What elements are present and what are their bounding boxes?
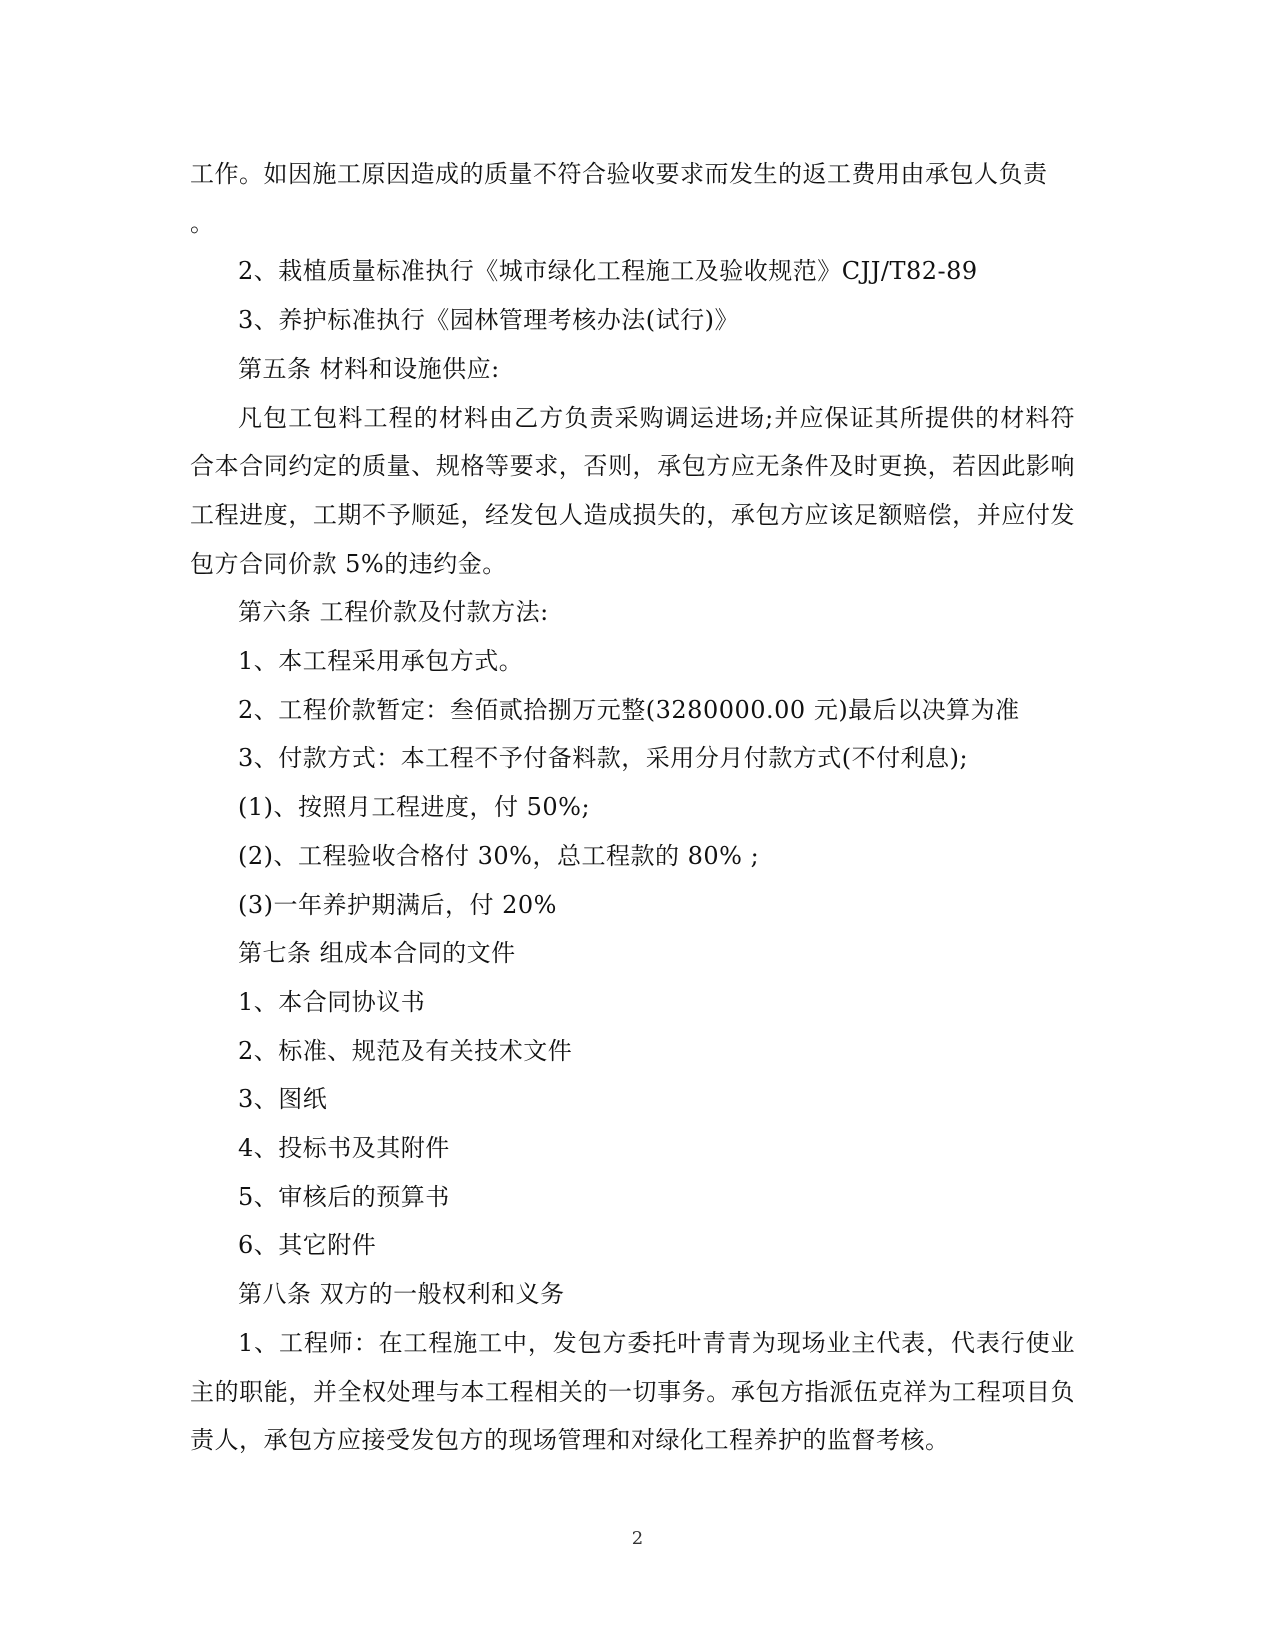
paragraph: 2、标准、规范及有关技术文件 bbox=[238, 1036, 573, 1065]
page-number: 2 bbox=[631, 1528, 644, 1549]
paragraph: 第六条 工程价款及付款方法: bbox=[238, 598, 549, 627]
document-body bbox=[190, 150, 1075, 1465]
paragraph: 。 bbox=[190, 208, 215, 237]
paragraph: 第五条 材料和设施供应: bbox=[238, 354, 500, 383]
paragraph: (3)一年养护期满后，付 20% bbox=[238, 890, 557, 919]
paragraph: 2、工程价款暂定：叁佰贰拾捌万元整(3280000.00 元)最后以决算为准 bbox=[238, 695, 1020, 724]
paragraph: 3、图纸 bbox=[238, 1085, 328, 1114]
paragraph: 凡包工包料工程的材料由乙方负责采购调运进场;并应保证其所提供的材料符合本合同约定的质量、规格等要求，否则，承包方应无条件及时更换，若因此影响工程进度，工期不予顺延，经发包人造成损失的，承包方应该足额赔偿，并应付发包方合同价款 5%的违约金。 bbox=[190, 403, 1075, 578]
paragraph: 工作。如因施工原因造成的质量不符合验收要求而发生的返工费用由承包人负责 bbox=[190, 160, 1048, 188]
paragraph: 1、本合同协议书 bbox=[238, 987, 426, 1016]
paragraph: 6、其它附件 bbox=[238, 1231, 377, 1260]
paragraph: 5、审核后的预算书 bbox=[238, 1182, 450, 1211]
paragraph: 3、养护标准执行《园林管理考核办法(试行)》 bbox=[238, 306, 739, 335]
paragraph: 第八条 双方的一般权利和义务 bbox=[238, 1280, 565, 1309]
paragraph: 2、栽植质量标准执行《城市绿化工程施工及验收规范》CJJ/T82-89 bbox=[238, 257, 978, 286]
paragraph: (2)、工程验收合格付 30%，总工程款的 80% ; bbox=[238, 841, 760, 870]
paragraph: (1)、按照月工程进度，付 50%; bbox=[238, 793, 591, 822]
paragraph: 1、工程师：在工程施工中，发包方委托叶青青为现场业主代表，代表行使业主的职能，并全权处理与本工程相关的一切事务。承包方指派伍克祥为工程项目负责人，承包方应接受发包方的现场管理和对绿化工程养护的监督考核。 bbox=[190, 1328, 1075, 1455]
paragraph: 1、本工程采用承包方式。 bbox=[238, 647, 524, 676]
paragraph: 第七条 组成本合同的文件 bbox=[238, 939, 516, 968]
paragraph: 3、付款方式：本工程不予付备料款，采用分月付款方式(不付利息); bbox=[238, 744, 969, 773]
paragraph: 4、投标书及其附件 bbox=[238, 1134, 450, 1163]
